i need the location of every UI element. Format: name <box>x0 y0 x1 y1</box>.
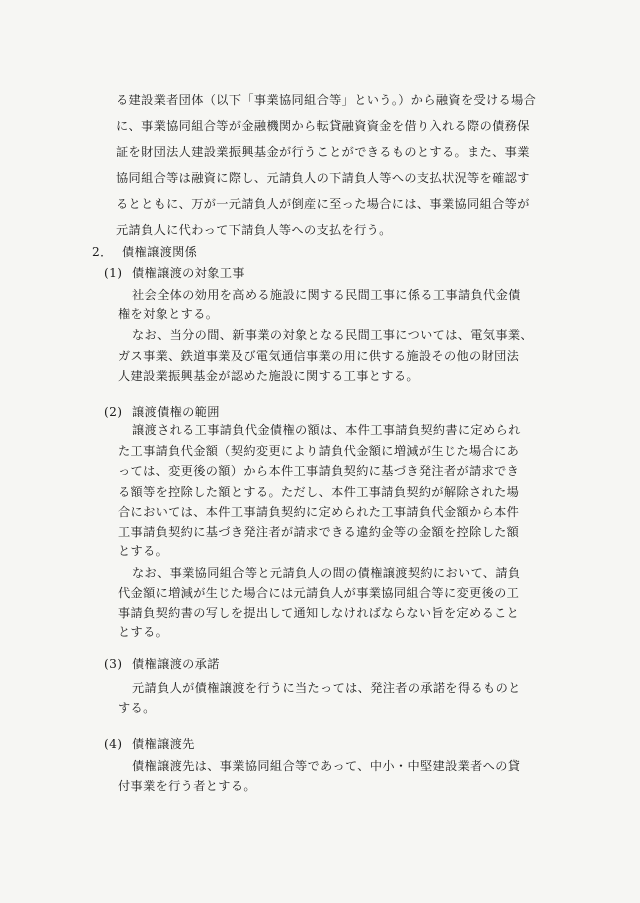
subsection-line: 事請負契約書の写しを提出して通知しなければならない旨を定めること <box>118 606 520 620</box>
subsection-line: 人建設業振興基金が認めた施設に関する工事とする。 <box>118 369 419 383</box>
intro-line: 元請負人に代わって下請負人等への支払を行う。 <box>116 223 392 237</box>
subsection-number: (3) <box>104 657 123 671</box>
subsection-line: する。 <box>118 701 156 715</box>
subsection-line: ガス事業、鉄道事業及び電気通信事業の用に供する施設その他の財団法 <box>118 349 520 363</box>
subsection-line: とする。 <box>118 625 169 639</box>
subsection-number: (4) <box>104 737 123 751</box>
intro-line: 証を財団法人建設業振興基金が行うことができるものとする。また、事業 <box>116 145 530 159</box>
section-number: 2． <box>92 245 113 259</box>
subsection-line: 代金額に増減が生じた場合には元請負人が事業協同組合等に変更後の工 <box>118 586 520 600</box>
intro-line: る建設業者団体（以下「事業協同組合等」という。）から融資を受ける場合 <box>116 93 537 107</box>
subsection-line: 社会全体の効用を高める施設に関する民間工事に係る工事請負代金債 <box>132 288 521 302</box>
subsection-title: 債権譲渡の対象工事 <box>132 266 245 280</box>
subsection-number: (1) <box>104 266 123 280</box>
subsection-line: 譲渡される工事請負代金債権の額は、本件工事請負契約書に定められ <box>132 423 521 437</box>
subsection-line: とする。 <box>118 544 169 558</box>
intro-line: るとともに、万が一元請負人が倒産に至った場合には、事業協同組合等が <box>116 197 530 211</box>
subsection-line: なお、事業協同組合等と元請負人の間の債権譲渡契約において、請負 <box>132 566 521 580</box>
section-title: 債権譲渡関係 <box>122 245 198 259</box>
subsection-line: 権を対象とする。 <box>118 307 219 321</box>
subsection-line: なお、当分の間、新事業の対象となる民間工事については、電気事業、 <box>132 328 533 342</box>
subsection-line: 合においては、本件工事請負契約に定められた工事請負代金額から本件 <box>118 505 520 519</box>
subsection-title: 債権譲渡先 <box>132 737 195 751</box>
subsection-line: る額等を控除した額とする。ただし、本件工事請負契約が解除された場 <box>118 485 520 499</box>
subsection-line: 元請負人が債権譲渡を行うに当たっては、発注者の承諾を得るものと <box>132 681 521 695</box>
subsection-line: 付事業を行う者とする。 <box>118 779 256 793</box>
subsection-number: (2) <box>104 405 123 419</box>
subsection-line: 債権譲渡先は、事業協同組合等であって、中小・中堅建設業者への貸 <box>132 759 521 773</box>
intro-line: 協同組合等は融資に際し、元請負人の下請負人等への支払状況等を確認す <box>116 171 530 185</box>
subsection-line: 工事請負契約に基づき発注者が請求できる違約金等の金額を控除した額 <box>118 525 520 539</box>
intro-line: に、事業協同組合等が金融機関から転貸融資資金を借り入れる際の債務保 <box>116 119 530 133</box>
subsection-title: 譲渡債権の範囲 <box>132 405 220 419</box>
subsection-title: 債権譲渡の承諾 <box>132 657 220 671</box>
subsection-line: た工事請負代金額（契約変更により請負代金額に増減が生じた場合にあ <box>118 444 520 458</box>
subsection-line: っては、変更後の額）から本件工事請負契約に基づき発注者が請求でき <box>118 464 520 478</box>
